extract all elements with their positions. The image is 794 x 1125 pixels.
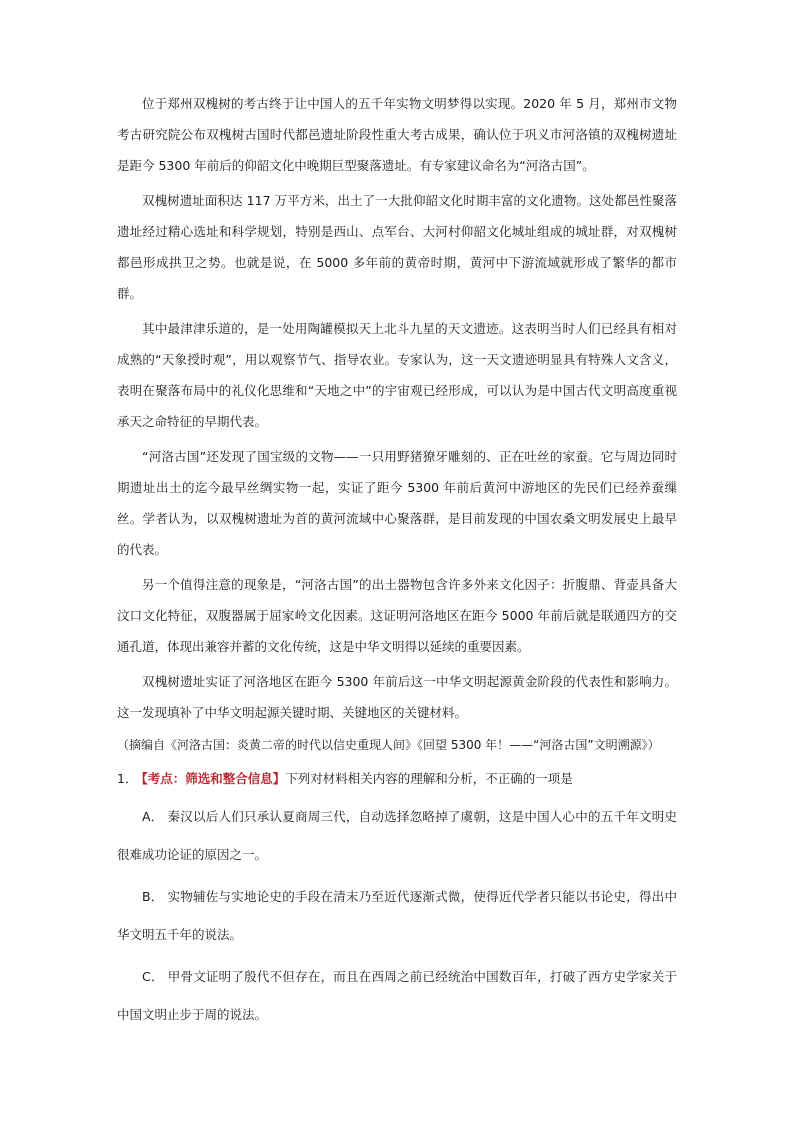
option-b [117,878,677,954]
option-c-letter: C． [142,969,164,984]
option-a-text: 秦汉以后人们只承认夏商周三代，自动选择忽略掉了虞朝，这是中国人心中的五千年文明史很难成功论证的原因之一。 [117,809,677,862]
paragraph-1: 位于郑州双槐树的考古终于让中国人的五千年实物文明梦得以实现。2020 年 5 月，郑州市文物考古研究院公布双槐树古国时代都邑遗址阶段性重大考古成果，确认位于巩义市河洛镇的双槐树遗址是距今 5300 年前后的仰韶文化中晚期巨型聚落遗址。有专家建议命名为“河洛古国”。 [117,96,677,173]
question-number: 1． [117,771,138,786]
question-tag: 【考点：筛选和整合信息】 [141,771,286,786]
paragraph-3: 其中最津津乐道的，是一处用陶罐模拟天上北斗九星的天文遗迹。这表明当时人们已经具有相对成熟的“天象授时观”，用以观察节气、指导农业。专家认为，这一天文遗迹明显具有特殊人文含义，表明在聚落布局中的礼仪化思维和“天地之中”的宇宙观已经形成，可以认为是中国古代文明高度重视承天之命特征的早期代表。 [117,321,677,429]
option-c [117,958,677,1034]
paragraph-2: 双槐树遗址面积达 117 万平方米，出土了一大批仰韶文化时期丰富的文化遗物。这处都邑性聚落遗址经过精心选址和科学规划，特别是西山、点军台、大河村仰韶文化城址组成的城址群，对双槐树都邑形成拱卫之势。也就是说，在 5000 多年前的黄帝时期，黄河中下游流域就形成了繁华的都市群。 [117,193,677,301]
option-c-text: 甲骨文证明了殷代不但存在，而且在西周之前已经统治中国数百年，打破了西方史学家关于中国文明止步于周的说法。 [117,969,677,1022]
option-b-letter: B． [142,889,164,904]
source-citation: （摘编自《河洛古国：炎黄二帝的时代以信史重现人间》《回望 5300 年！——“河洛古国”文明溯源》） [117,738,660,752]
paragraph-5: 另一个值得注意的现象是，“河洛古国”的出土器物包含许多外来文化因子：折腹鼎、背壶具备大汶口文化特征，双腹器属于屈家岭文化因素。这证明河洛地区在距今 5000 年前后就是联通四方的交通孔道，体现出兼容并蓄的文化传统，这是中华文明得以延续的重要因素。 [117,577,677,654]
paragraph-6: 双槐树遗址实证了河洛地区在距今 5300 年前后这一中华文明起源黄金阶段的代表性和影响力。这一发现填补了中华文明起源关键时期、关键地区的关键材料。 [117,674,677,720]
option-b-text: 实物辅佐与实地论史的手段在清末乃至近代逐渐式微，使得近代学者只能以书论史，得出中华文明五千年的说法。 [117,889,677,942]
option-a-letter: A． [142,809,164,824]
question-text: 下列对材料相关内容的理解和分析，不正确的一项是 [285,771,573,786]
paragraph-4: “河洛古国”还发现了国宝级的文物——一只用野猪獠牙雕刻的、正在吐丝的家蚕。它与周边同时期遗址出土的迄今最早丝绸实物一起，实证了距今 5300 年前后黄河中游地区的先民们已经养蚕缫丝。学者认为，以双槐树遗址为首的黄河流域中心聚落群，是目前发现的中国农桑文明发展史上最早的代表。 [117,449,677,557]
article-body [117,88,677,1034]
question-stem [117,763,677,794]
option-a [117,798,677,874]
